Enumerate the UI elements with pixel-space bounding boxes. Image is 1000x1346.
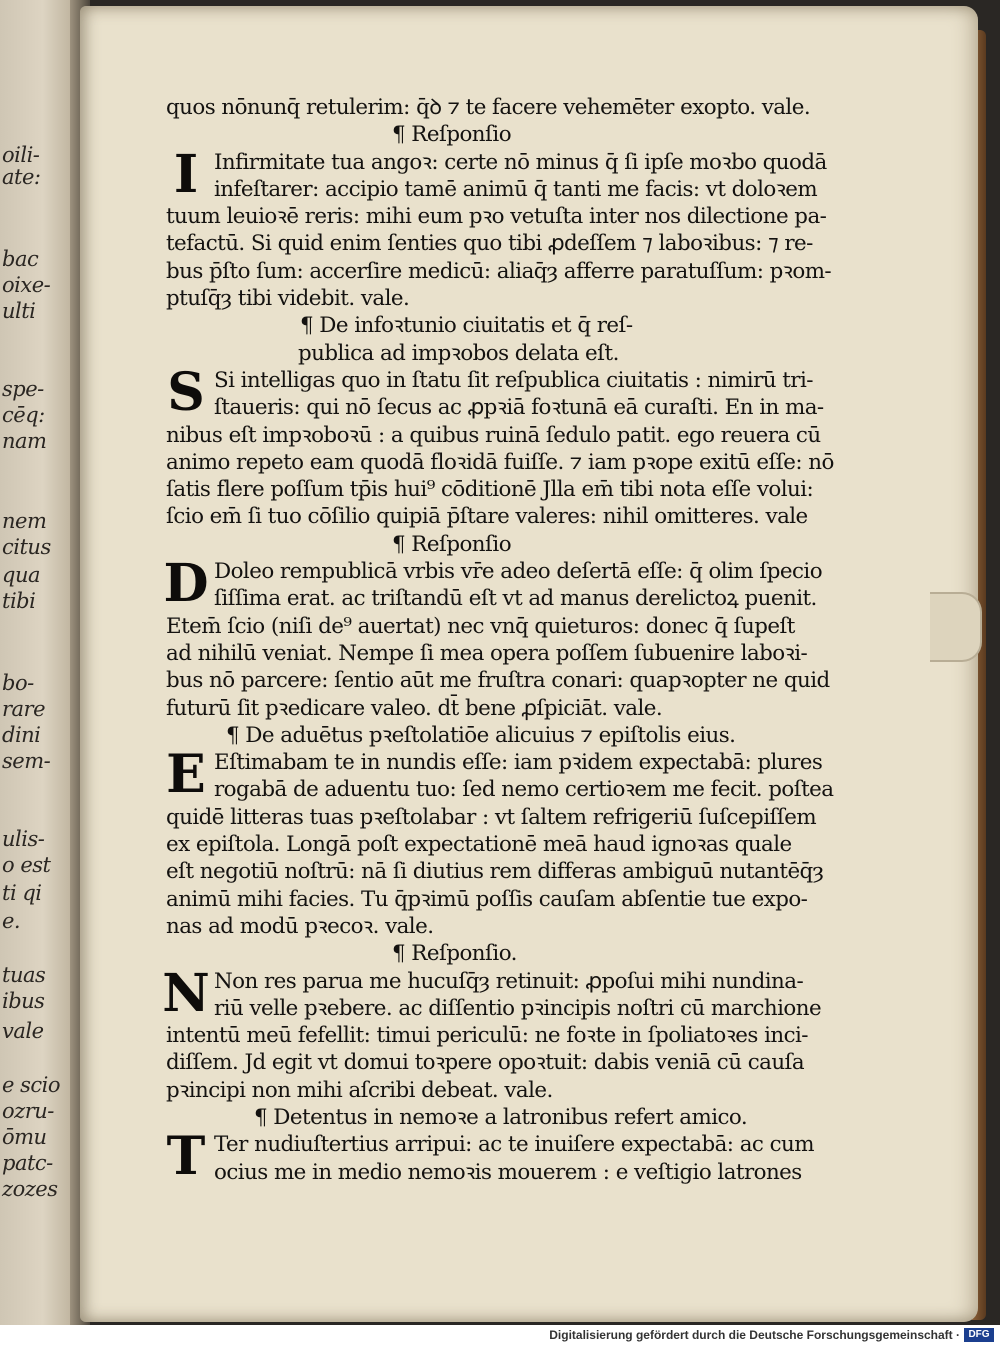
text-line: ptuſq̄ȝ tibi videbit. vale. xyxy=(166,286,410,312)
text-line: nibus eſt impꝛoboꝛū : a quibus ruinā ſedulo patit. ego reuera cū xyxy=(166,422,821,448)
text-line: bus nō parcere: ſentio aūt me fruſtra conari: quapꝛopter ne quid xyxy=(166,668,830,694)
left-margin-text: e. xyxy=(2,909,21,933)
left-margin-text: nam xyxy=(2,429,47,453)
left-margin-text: o est xyxy=(2,853,51,877)
left-margin-text: citus xyxy=(2,535,51,559)
text-line: infeſtarer: accipio tamē animū q̄ tanti me facis: vt doloꝛem xyxy=(214,176,818,202)
text-line: Infirmitate tua angoꝛ: certe nō minus q̄ ſi ipſe moꝛbo quodā xyxy=(214,149,827,175)
initial-letter: E xyxy=(166,744,206,805)
left-margin-text: zozes xyxy=(2,1177,58,1201)
text-line: ſiſſima erat. ac triſtandū eſt vt ad manus derelictoꝝ puenit. xyxy=(214,586,817,612)
left-margin-text: bo- xyxy=(2,671,34,695)
text-line: diſſem. Jd egit vt domui toꝛpere opoꝛtuit: dabis veniā cū cauſa xyxy=(166,1050,805,1076)
page-notch xyxy=(930,592,982,662)
left-margin-text: tuas xyxy=(2,963,46,987)
text-line: ocius me in medio nemoꝛis mouerem : e veſtigio latrones xyxy=(214,1159,802,1185)
left-margin-text: ate: xyxy=(2,165,41,189)
section-heading: ¶ Reſponſio xyxy=(392,531,512,557)
footer-credit: Digitalisierung gefördert durch die Deutsche Forschungsgemeinschaft · xyxy=(549,1328,960,1342)
section-heading: ¶ Reſponſio. xyxy=(392,941,517,967)
text-line: rogabā de aduentu tuo: ſed nemo certioꝛem me fecit. poſtea xyxy=(214,777,834,803)
text-line: futurū ſit pꝛedicare valeo. dt̄ bene ꝓſpiciāt. vale. xyxy=(166,695,663,721)
left-margin-text: patc- xyxy=(2,1151,53,1175)
text-line: quos nōnunq̄ retulerim: q̄ꝺ ⁊ te facere vehemēter exopto. vale. xyxy=(166,95,811,120)
text-line: Ter nudiuſtertius arripui: ac te inuiſere expectabā: ac cum xyxy=(214,1132,814,1158)
text-line: Etem̄ ſcio (niſi de⁹ auertat) nec vnq̄ quieturos: donec q̄ ſupeſt xyxy=(166,613,795,639)
left-margin-text: tibi xyxy=(2,589,36,613)
left-margin-text: bac xyxy=(2,247,39,271)
left-margin-text: rare xyxy=(2,697,46,721)
text-line: ſtaueris: qui nō ſecus ac ꝓpꝛiā foꝛtunā eā curaſti. En in ma- xyxy=(214,395,824,421)
text-line: riū velle pꝛebere. ac diſſentio pꝛincipis noſtri cū marchione xyxy=(214,995,822,1021)
text-line: animū mihi facies. Tu q̄pꝛimū poſſis cauſam abſentie tue expo- xyxy=(166,886,808,912)
left-margin-text: qua xyxy=(2,563,40,587)
text-line: ſatis flere poſſum tp̄is hui⁹ cōditionē Jlla em̄ tibi nota eſſe volui: xyxy=(166,477,814,503)
text-line: tefactū. Si quid enim ſenties quo tibi ꝓdeſſem ⁊ laboꝛibus: ⁊ re- xyxy=(166,231,813,257)
text-line: ſcio em̄ ſi tuo cōſilio quipiā p̄ſtare valeres: nihil omitteres. vale xyxy=(166,504,808,530)
text-line: nas ad modū pꝛecoꝛ. vale. xyxy=(166,913,434,939)
initial-letter: I xyxy=(173,144,199,205)
text-line: eſt negotiū noſtrū: nā ſi diutius rem differas ambiguū nutantēq̄ȝ xyxy=(166,859,824,885)
text-line: Si intelligas quo in ſtatu ſit reſpublica ciuitatis : nimirū tri- xyxy=(214,367,813,393)
left-margin-text: ulis- xyxy=(2,827,45,851)
left-margin-text: spe- xyxy=(2,377,44,401)
left-margin-text: oixe- xyxy=(2,273,51,297)
left-margin-text: e scio xyxy=(2,1073,61,1097)
dfg-logo[interactable]: DFG xyxy=(964,1328,994,1342)
text-line: Doleo rempublicā vrbis vr̄e adeo deſertā eſſe: q̄ olim ſpecio xyxy=(214,559,823,585)
left-margin-text: oili- xyxy=(2,143,40,167)
text-line: Eſtimabam te in nundis eſſe: iam pꝛidem expectabā: plures xyxy=(214,750,823,776)
section-heading: ¶ De infoꝛtunio ciuitatis et q̄ reſ- xyxy=(300,313,633,339)
text-line: Non res parua me hucuſq̄ȝ retinuit: ꝓpoſui mihi nundina- xyxy=(214,968,804,994)
left-margin-text: nem xyxy=(2,509,47,533)
left-page-fragment xyxy=(0,0,78,1325)
left-margin-text: vale xyxy=(2,1019,44,1043)
left-margin-text: dini xyxy=(2,723,41,747)
initial-letter: N xyxy=(162,963,210,1024)
left-margin-text: ibus xyxy=(2,989,45,1013)
footer-bar xyxy=(0,1325,1000,1346)
text-line: animo repeto eam quodā floꝛidā fuiſſe. ⁊ iam pꝛope exitū eſſe: nō xyxy=(166,449,834,475)
section-heading: ¶ Reſponſio xyxy=(392,122,512,148)
initial-letter: T xyxy=(166,1126,206,1187)
text-line: tuum leuioꝛē reris: mihi eum pꝛo vetuſta inter nos dilectione pa- xyxy=(166,204,827,230)
text-line: pꝛincipi non mihi aſcribi debeat. vale. xyxy=(166,1077,553,1103)
left-margin-text: ozru- xyxy=(2,1099,54,1123)
section-heading: publica ad impꝛobos delata eſt. xyxy=(298,340,619,366)
text-line: ex epiſtola. Longā poſt expectationē meā haud ignoꝛas quale xyxy=(166,832,792,858)
left-margin-text: ōmu xyxy=(2,1125,47,1149)
initial-letter: S xyxy=(167,362,205,423)
left-margin-text: cēq: xyxy=(2,403,45,427)
text-line: intentū meū fefellit: timui periculū: ne foꝛte in ſpoliatoꝛes inci- xyxy=(166,1023,808,1049)
text-line: quidē litteras tuas pꝛeſtolabar : vt ſaltem refrigeriū ſuſcepiſſem xyxy=(166,804,817,830)
section-heading: ¶ De aduētus pꝛeſtolatiōe alicuius ⁊ epiſtolis eius. xyxy=(226,722,736,748)
left-margin-text: ulti xyxy=(2,299,36,323)
left-margin-text: ti qi xyxy=(2,881,42,905)
text-line: bus p̄ſto ſum: accerſire medicū: aliaq̄ȝ afferre paratuſſum: pꝛom- xyxy=(166,258,832,284)
left-margin-text: sem- xyxy=(2,749,51,773)
text-block xyxy=(162,94,846,1187)
section-heading: ¶ Detentus in nemoꝛe a latronibus refert amico. xyxy=(254,1104,748,1130)
text-line: ad nihilū veniat. Nempe ſi mea opera poſſem ſubuenire laboꝛi- xyxy=(166,640,808,666)
initial-letter: D xyxy=(163,553,209,614)
